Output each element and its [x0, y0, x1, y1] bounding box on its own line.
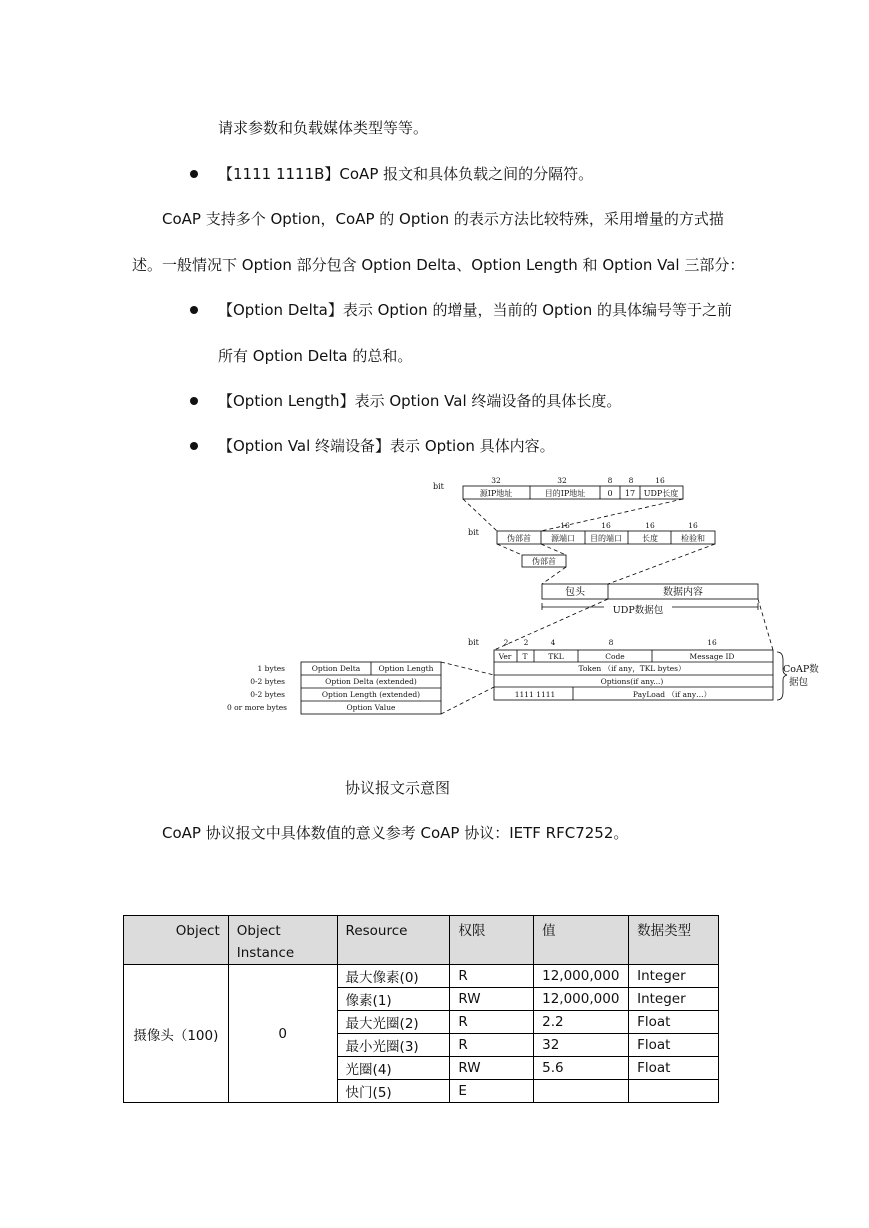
paragraph-line: CoAP 支持多个 Option，CoAP 的 Option 的表示方法比较特殊，采用增量的方式描 [162, 210, 724, 228]
udp-field: 检验和 [681, 534, 705, 543]
udp-bit-width: 16 [688, 521, 698, 530]
resource-cell: 像素(1) [337, 988, 450, 1011]
udp-bit-label: bit [468, 528, 479, 537]
udp-field: 源端口 [551, 534, 575, 543]
ip-field: UDP长度 [643, 489, 679, 498]
resource-cell: 最大光圈(2) [337, 1011, 450, 1034]
permission-cell: E [450, 1080, 534, 1103]
paragraph-line: CoAP 协议报文中具体数值的意义参考 CoAP 协议：IETF RFC7252。 [162, 824, 629, 842]
ip-field: 17 [624, 489, 636, 498]
bullet-icon [190, 306, 198, 314]
coap-bit-width: 4 [550, 638, 556, 647]
udp-field: 长度 [642, 534, 658, 543]
resource-cell: 光圈(4) [337, 1057, 450, 1080]
protocol-diagram [0, 470, 869, 770]
column-header-resource: Resource [337, 916, 450, 965]
udp-field: 目的端口 [590, 534, 622, 543]
coap-field: Ver [498, 652, 512, 661]
column-header-permission: 权限 [450, 916, 534, 965]
option-size-label: 0 or more bytes [226, 703, 287, 712]
ip-bit-width: 8 [607, 476, 613, 485]
resource-cell: 最大像素(0) [337, 965, 450, 988]
coap-field: TKL [548, 652, 564, 661]
coap-side-label: 据包 [789, 677, 809, 688]
resource-cell: 快门(5) [337, 1080, 450, 1103]
coap-bit-label: bit [468, 638, 479, 647]
option-size-label: 1 bytes [257, 664, 285, 673]
coap-side-label: CoAP数 [783, 664, 819, 675]
udp-bit-width: 16 [601, 521, 611, 530]
coap-token: Token （if any，TKL bytes） [578, 664, 686, 673]
coap-marker: 1111 1111 [514, 690, 556, 699]
datatype-cell: Integer [629, 965, 719, 988]
datatype-cell: Float [629, 1011, 719, 1034]
coap-bit-width: 2 [523, 638, 529, 647]
table-row [124, 965, 719, 988]
pseudo-header-label: 伪部首 [532, 557, 556, 566]
bullet-icon [190, 442, 198, 450]
bullet-item: 【Option Delta】表示 Option 的增量，当前的 Option 的具体编号等于之前 [218, 301, 733, 319]
option-size-label: 0-2 bytes [250, 677, 285, 686]
column-header-object: Object [124, 916, 229, 965]
value-cell: 12,000,000 [534, 988, 629, 1011]
resource-cell: 最小光圈(3) [337, 1034, 450, 1057]
bullet-item: 【Option Length】表示 Option Val 终端设备的具体长度。 [218, 392, 622, 410]
permission-cell: R [450, 1011, 534, 1034]
coap-field: T [522, 652, 528, 661]
column-header-instance: Object Instance [228, 916, 337, 965]
ip-field: 0 [607, 489, 613, 498]
instance-cell: 0 [228, 965, 337, 1103]
ip-bit-label: bit [433, 482, 444, 491]
paragraph-line: 述。一般情况下 Option 部分包含 Option Delta、Option Length 和 Option Val 三部分： [132, 256, 745, 274]
paragraph-line: 请求参数和负载媒体类型等等。 [218, 119, 429, 137]
table-header-row [124, 916, 719, 965]
ip-bit-width: 32 [491, 476, 501, 485]
option-field: Option Length [378, 664, 434, 673]
resource-table [123, 915, 719, 1103]
option-size-label: 0-2 bytes [250, 690, 285, 699]
udp-packet-data: 数据内容 [663, 587, 703, 598]
value-cell: 12,000,000 [534, 965, 629, 988]
coap-field: Code [605, 652, 625, 661]
value-cell: 2.2 [534, 1011, 629, 1034]
column-header-value: 值 [534, 916, 629, 965]
ip-field: 源IP地址 [479, 489, 513, 498]
coap-bit-width: 8 [608, 638, 614, 647]
coap-field: Message ID [689, 652, 735, 661]
ip-bit-width: 32 [557, 476, 567, 485]
udp-packet-label: UDP数据包 [612, 605, 664, 616]
object-cell: 摄像头（100) [124, 965, 229, 1103]
permission-cell: RW [450, 1057, 534, 1080]
bullet-icon [190, 397, 198, 405]
ip-bit-width: 16 [655, 476, 665, 485]
figure-caption: 协议报文示意图 [345, 779, 451, 797]
datatype-cell: Float [629, 1057, 719, 1080]
value-cell: 32 [534, 1034, 629, 1057]
bullet-item: 【1111 1111B】CoAP 报文和具体负载之间的分隔符。 [218, 165, 594, 183]
coap-bit-width: 16 [707, 638, 717, 647]
datatype-cell [629, 1080, 719, 1103]
permission-cell: RW [450, 988, 534, 1011]
column-header-datatype: 数据类型 [629, 916, 719, 965]
option-field: Option Delta (extended) [325, 677, 417, 686]
ip-field: 目的IP地址 [544, 489, 586, 498]
udp-field: 伪部首 [507, 534, 531, 543]
option-field: Option Delta [311, 664, 361, 673]
permission-cell: R [450, 1034, 534, 1057]
coap-options: Options(if any...) [600, 677, 664, 686]
bullet-item: 【Option Val 终端设备】表示 Option 具体内容。 [218, 437, 555, 455]
option-field: Option Value [346, 703, 396, 712]
ip-bit-width: 8 [628, 476, 634, 485]
value-cell: 5.6 [534, 1057, 629, 1080]
bullet-icon [190, 170, 198, 178]
coap-payload: PayLoad （if any…） [632, 690, 712, 699]
datatype-cell: Float [629, 1034, 719, 1057]
udp-packet-header: 包头 [565, 587, 585, 598]
coap-bit-width: 2 [503, 638, 509, 647]
udp-bit-width: 16 [560, 521, 570, 530]
value-cell [534, 1080, 629, 1103]
option-field: Option Length (extended) [321, 690, 421, 699]
bullet-item-continued: 所有 Option Delta 的总和。 [218, 347, 413, 365]
udp-bit-width: 16 [645, 521, 655, 530]
permission-cell: R [450, 965, 534, 988]
datatype-cell: Integer [629, 988, 719, 1011]
